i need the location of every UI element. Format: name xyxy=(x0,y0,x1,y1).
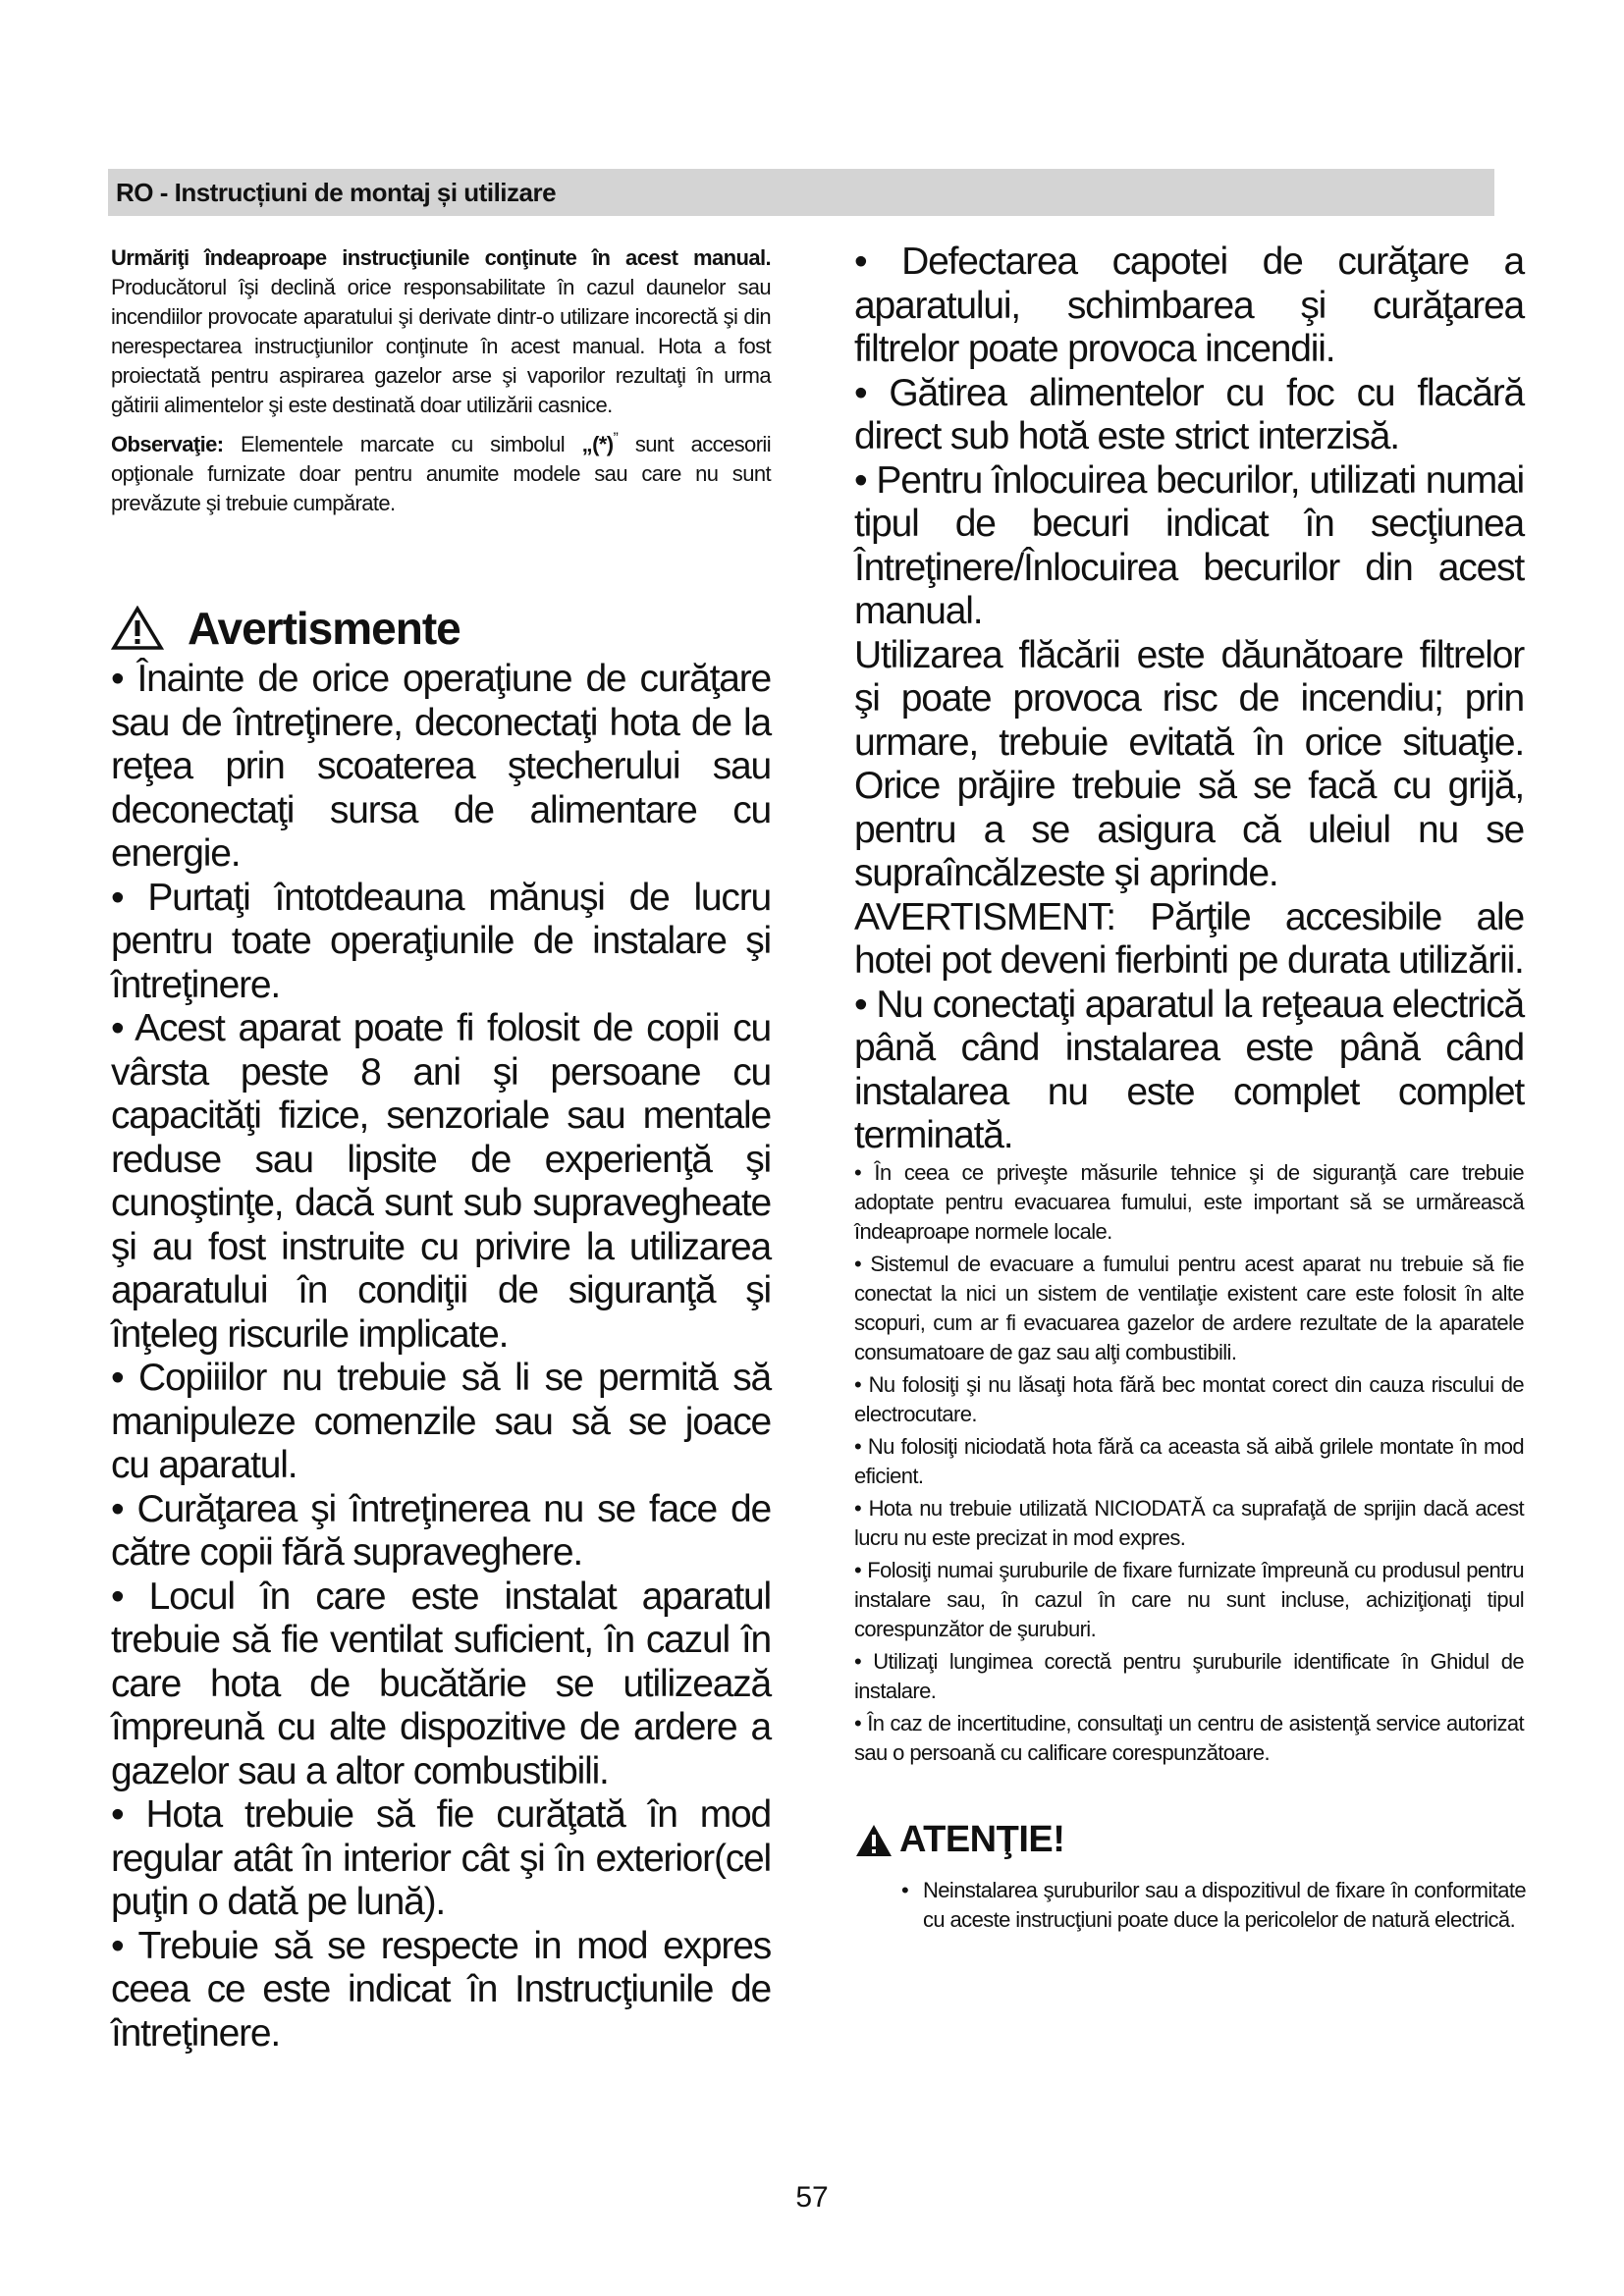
section-header-title: RO - Instrucțiuni de montaj și utilizare xyxy=(116,178,557,207)
warning-item: • Curăţarea şi întreţinerea nu se face de către copii fără supraveghere. xyxy=(111,1487,771,1574)
observation-label: Observaţie: xyxy=(111,432,224,456)
small-warning-item: • În caz de incertitudine, consultaţi un centru de asistenţă service autorizat sau o persoană cu calificare corespunzătoare. xyxy=(854,1710,1524,1765)
warning-paragraph: Utilizarea flăcării este dăunătoare filtrelor şi poate provoca risc de incendiu; prin urmare, trebuie evitată în orice situaţie. Orice prăjire trebuie să se facă cu grijă, pentru a se asigura că uleiul nu se supraîncălzeste şi aprinde. xyxy=(854,633,1524,894)
warnings-title: Avertismente xyxy=(188,603,460,654)
right-column xyxy=(854,240,1524,1935)
warnings-left-list xyxy=(111,658,771,2056)
left-column xyxy=(111,243,771,2056)
section-header-bar xyxy=(108,169,1494,216)
small-warning-item: • Nu folosiţi şi nu lăsaţi hota fără bec montat corect din cauza riscului de electrocutare. xyxy=(854,1371,1524,1426)
observation-symbol: „(*) xyxy=(581,432,614,456)
warning-item: • Nu conectaţi aparatul la reţeaua electrică până când instalarea este până când instalarea nu este complet complet terminată. xyxy=(854,983,1524,1156)
small-warning-item: • Nu folosiţi niciodată hota fără ca aceasta să aibă grilele montate în mod eficient. xyxy=(854,1433,1524,1488)
warning-item: • Trebuie să se respecte in mod expres ceea ce este indicat în Instrucţiunile de întreţinere. xyxy=(111,1924,771,2055)
small-warning-item: • Hota nu trebuie utilizată NICIODATĂ ca suprafaţă de sprijin dacă acest lucru nu este precizat in mod expres. xyxy=(854,1495,1524,1550)
intro-bold-lead: Urmăriţi îndeaproape instrucţiunile conţinute în acest manual. xyxy=(111,245,771,270)
page-number: 57 xyxy=(795,2181,829,2214)
warnings-small-list xyxy=(854,1158,1524,1768)
warning-item: • Copiiilor nu trebuie să li se permită să manipuleze comenzile sau să se joace cu aparatul. xyxy=(111,1357,771,1486)
small-warning-item: • În ceea ce priveşte măsurile tehnice şi de siguranţă care trebuie adoptate pentru evacuarea fumului, este important să se urmărească îndeaproape normele locale. xyxy=(854,1159,1524,1244)
small-warning-item: • Folosiţi numai şuruburile de fixare furnizate împreună cu produsul pentru instalare sau, în cazul în care nu sunt incluse, achiziţionaţi tipul corespunzător de şuruburi. xyxy=(854,1557,1524,1641)
warning-item: • Purtaţi întotdeauna mănuşi de lucru pentru toate operaţiunile de instalare şi întreţinere. xyxy=(111,876,771,1006)
warning-item: • Defectarea capotei de curăţare a aparatului, schimbarea şi curăţarea filtrelor poate provoca incendii. xyxy=(854,240,1524,370)
warning-item: • Pentru înlocuirea becurilor, utilizati numai tipul de becuri indicat în secţiunea Întreţinere/Înlocuirea becurilor din acest manual. xyxy=(854,458,1524,632)
intro-paragraph xyxy=(111,243,771,420)
warning-triangle-icon xyxy=(111,606,164,651)
attention-heading xyxy=(854,1819,1524,1862)
warnings-right-list xyxy=(854,240,1524,1158)
warning-item: • Gătirea alimentelor cu foc cu flacără direct sub hotă este strict interzisă. xyxy=(854,371,1524,457)
small-warning-item: • Utilizaţi lungimea corectă pentru şuruburile identificate în Ghidul de instalare. xyxy=(854,1648,1524,1703)
warnings-heading xyxy=(111,599,771,658)
observation-text-after: sunt accesorii opţionale furnizate doar pentru anumite modele sau care nu sunt prevăzute şi trebuie cumpărate. xyxy=(111,432,771,515)
attention-title: ATENŢIE! xyxy=(899,1819,1065,1860)
warning-item: • Locul în care este instalat aparatul trebuie să fie ventilat suficient, în cazul în care hota de bucătărie se utilizează împreună cu alte dispozitive de ardere a gazelor sau a altor combustibili. xyxy=(111,1575,771,1792)
attention-item: • Neinstalarea şuruburilor sau a dispozitivul de fixare în conformitate cu aceste instrucţiuni poate duce la pericolelor de natură electrică. xyxy=(901,1876,1526,1935)
attention-triangle-icon xyxy=(854,1823,893,1858)
warning-item: • Acest aparat poate fi folosit de copii cu vârsta peste 8 ani şi persoane cu capacităţi fizice, senzoriale sau mentale reduse sau lipsite de experienţă şi cunoştinţe, dacă sunt sub supravegheate şi au fost instruite cu privire la utilizarea aparatului în condiţii de siguranţă şi înţeleg riscurile implicate. xyxy=(111,1007,771,1356)
small-warning-item: • Sistemul de evacuare a fumului pentru acest aparat nu trebuie să fie conectat la nici un sistem de ventilaţie existent care este folosit în alte scopuri, cum ar fi evacuarea gazelor de ardere rezultate de la aparatele consumatoare de gaz sau alţi combustibili. xyxy=(854,1251,1524,1364)
attention-list xyxy=(901,1876,1526,1935)
warning-item: • Hota trebuie să fie curăţată în mod regular atât în interior cât şi în exterior(cel puţin o dată pe lună). xyxy=(111,1793,771,1923)
observation-text-before: Elementele marcate cu simbolul xyxy=(223,432,582,456)
warning-item: • Înainte de orice operaţiune de curăţare sau de întreţinere, deconectaţi hota de la reţea prin scoaterea ştecherului sau deconectaţi sursa de alimentare cu energie. xyxy=(111,658,771,875)
warning-paragraph: AVERTISMENT: Părţile accesibile ale hotei pot deveni fierbinti pe durata utilizării. xyxy=(854,895,1524,982)
intro-text: Producătorul îşi declină orice responsabilitate în cazul daunelor sau incendiilor provocate aparatului şi derivate dintr-o utilizare incorectă şi din nerespectarea instrucţiunilor conţinute în acest manual. Hota a fost proiectată pentru aspirarea gazelor arse şi vaporilor rezultaţi în urma gătirii alimentelor şi este destinată doar utilizării casnice. xyxy=(111,275,771,417)
observation-paragraph xyxy=(111,430,771,518)
observation-symbol-close: ” xyxy=(613,430,619,448)
